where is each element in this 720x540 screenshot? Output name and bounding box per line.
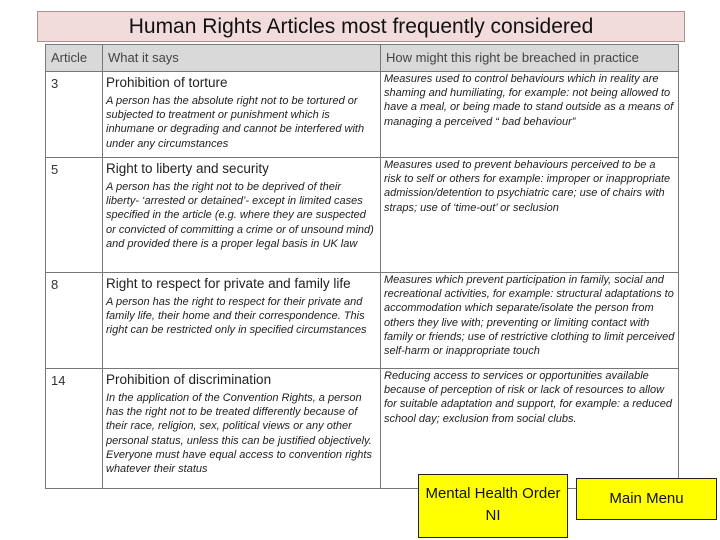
table-header-row — [46, 45, 679, 72]
page-title: Human Rights Articles most frequently considered — [37, 11, 685, 42]
right-description: A person has the absolute right not to be tortured or subjected to treatment or punishment which is inhumane or degrading and cannot be interfered with under any circumstances — [106, 95, 365, 150]
what-it-says-cell — [103, 72, 381, 158]
header-article: Article — [46, 45, 103, 72]
header-breach: How might this right be breached in practice — [381, 45, 679, 72]
table-row — [46, 273, 679, 369]
main-menu-button[interactable]: Main Menu — [576, 478, 717, 520]
breach-text: Reducing access to services or opportunities available because of perception of risk or lack of resources to allow for suitable adaptation and support, for example: a reduced school day; exclusion from social clubs. — [381, 369, 679, 489]
right-title: Right to liberty and security — [106, 161, 269, 176]
breach-text: Measures used to prevent behaviours perceived to be a risk to self or others for example: improper or inappropriate admission/detention to psychiatric care; use of chairs with straps; use of ‘time-out’ or seclusion — [381, 158, 679, 273]
breach-text: Measures which prevent participation in family, social and recreational activities, for example: structural adaptations to accommodation which separate/isolate the person from others they live with; preventing or limiting contact with family or friends; use of restrictive clothing to limit perceived self-harm or inappropriate touch — [381, 273, 679, 369]
right-description: In the application of the Convention Rights, a person has the right not to be treated differently because of their race, religion, sex, political views or any other personal status, unless this can be justified objectively. Everyone must have equal access to convention rights whatever their status — [106, 392, 372, 476]
article-number: 8 — [46, 273, 103, 369]
right-description: A person has the right to respect for their private and family life, their home and their correspondence. This right can be restricted only in specified circumstances — [106, 296, 367, 337]
table-row — [46, 72, 679, 158]
right-title: Prohibition of torture — [106, 75, 228, 90]
table-row — [46, 158, 679, 273]
right-title: Prohibition of discrimination — [106, 372, 272, 387]
right-description: A person has the right not to be deprived of their liberty- ‘arrested or detained’- except in limited cases specified in the article (e.g. where they are suspected or convicted of committing a crime or of unsound mind) and provided there is a proper legal basis in UK law — [106, 181, 374, 250]
article-number: 5 — [46, 158, 103, 273]
what-it-says-cell — [103, 369, 381, 489]
what-it-says-cell — [103, 273, 381, 369]
mental-health-order-button[interactable]: Mental Health Order NI — [418, 474, 568, 538]
article-number: 14 — [46, 369, 103, 489]
article-number: 3 — [46, 72, 103, 158]
table-row — [46, 369, 679, 489]
what-it-says-cell — [103, 158, 381, 273]
right-title: Right to respect for private and family life — [106, 276, 351, 291]
rights-table — [45, 44, 679, 489]
breach-text: Measures used to control behaviours which in reality are shaming and humiliating, for example: not being allowed to have a meal, or being made to stand outside as a means of managing a perceived “ bad behaviour” — [381, 72, 679, 158]
header-what-it-says: What it says — [103, 45, 381, 72]
